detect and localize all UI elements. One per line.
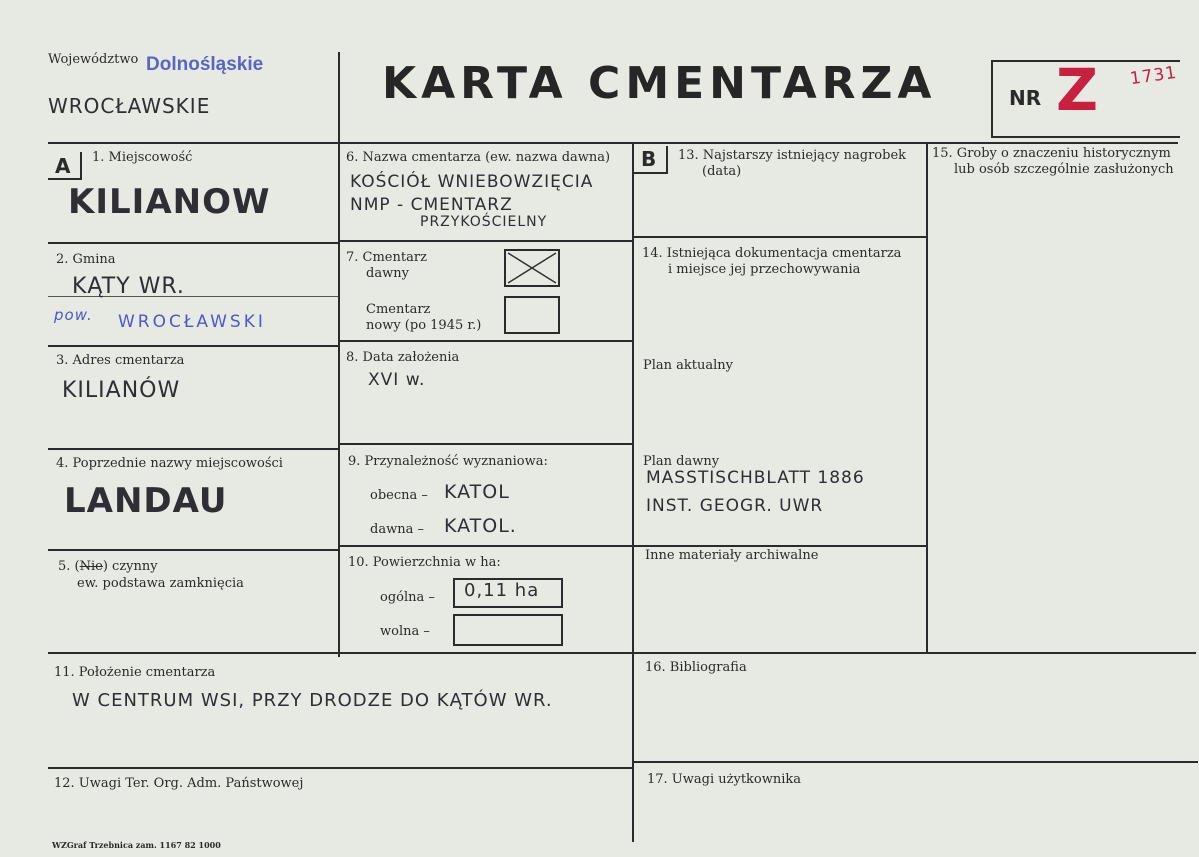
field-6-line2: NMP - CMENTARZ (350, 195, 513, 215)
field-10-free-box[interactable] (453, 614, 563, 646)
field-3-label: 3. Adres cmentarza (56, 353, 185, 368)
field-2-pow-prefix: pow. (54, 306, 93, 324)
field-9-current-value: KATOL (444, 481, 510, 503)
rule-mid-1 (338, 240, 632, 242)
nr-label: NR (1009, 86, 1042, 110)
rule-left-2 (48, 345, 338, 347)
field-9-label: 9. Przynależność wyznaniowa: (348, 454, 548, 469)
rule-bottom-mid-right (632, 761, 1198, 763)
field-8-label: 8. Data założenia (346, 350, 460, 365)
field-4-label: 4. Poprzednie nazwy miejscowości (56, 456, 283, 471)
rule-left-4 (48, 549, 338, 551)
field-15-label1: 15. Groby o znaczeniu historycznym (932, 146, 1171, 161)
old-cemetery-checkbox[interactable] (504, 249, 560, 287)
field-9-current-label: obecna – (370, 488, 428, 503)
card-title: KARTA CMENTARZA (382, 58, 937, 109)
plan-old-line2: INST. GEOGR. UWR (646, 496, 824, 516)
field-6-label: 6. Nazwa cmentarza (ew. nazwa dawna) (346, 150, 611, 165)
rule-top-header (48, 142, 1178, 144)
field-12-label: 12. Uwagi Ter. Org. Adm. Państwowej (54, 776, 304, 791)
field-7-label2: dawny (366, 266, 409, 281)
field-10-free-label: wolna – (380, 624, 430, 639)
nr-letter: Z (1056, 56, 1099, 124)
field-9-former-label: dawna – (370, 522, 424, 537)
field-4-value: LANDAU (64, 481, 228, 521)
field-5-label (58, 559, 158, 575)
field-16-label: 16. Bibliografia (645, 660, 747, 675)
wojewodztwo-value: WROCŁAWSKIE (48, 94, 211, 118)
field-5-nie-crossed: Nie (79, 559, 103, 574)
rule-mid-2 (338, 340, 632, 342)
field-6-line3: PRZYKOŚCIELNY (420, 214, 548, 230)
field-2-label: 2. Gmina (56, 252, 116, 267)
field-17-label: 17. Uwagi użytkownika (647, 772, 802, 787)
field-14-label1: 14. Istniejąca dokumentacja cmentarza (642, 246, 902, 261)
plan-old-line1: MASSTISCHBLATT 1886 (646, 468, 865, 488)
checkbox-cross-icon (506, 251, 558, 285)
field-11-value: W CENTRUM WSI, PRZY DRODZE DO KĄTÓW WR. (72, 690, 553, 711)
rule-bottom-top (48, 652, 1196, 654)
field-2-value: KĄTY WR. (72, 274, 185, 299)
field-8-value: XVI w. (368, 370, 426, 390)
rule-b-1 (632, 236, 926, 238)
rule-left-1 (48, 242, 338, 244)
rule-mid-4 (338, 545, 632, 547)
rule-col-middle (632, 142, 634, 842)
field-7-label4: nowy (po 1945 r.) (366, 318, 482, 333)
field-3-value: KILIANÓW (62, 378, 181, 403)
plan-old-label: Plan dawny (643, 454, 720, 469)
wojewodztwo-stamp: Dolnośląskie (146, 54, 264, 75)
field-13-label1: 13. Najstarszy istniejący nagrobek (678, 148, 907, 163)
other-materials-label: Inne materiały archiwalne (645, 548, 819, 563)
field-10-label: 10. Powierzchnia w ha: (348, 555, 501, 570)
field-11-label: 11. Położenie cmentarza (54, 665, 216, 680)
rule-col-right (926, 142, 928, 652)
field-1-value: KILIANOW (68, 182, 271, 222)
field-5-rest: ) czynny (102, 559, 158, 574)
rule-header-left (338, 52, 340, 657)
rule-b-2 (632, 545, 926, 547)
rule-bottom-mid-left (48, 767, 632, 769)
new-cemetery-checkbox[interactable] (504, 296, 560, 334)
printer-footer: WZGraf Trzebnica zam. 1167 82 1000 (52, 840, 221, 850)
section-b-letter: B (641, 147, 657, 171)
plan-current-label: Plan aktualny (643, 358, 734, 373)
field-7-label3: Cmentarz (366, 302, 431, 317)
field-15-label2: lub osób szczególnie zasłużonych (954, 162, 1174, 177)
section-a-letter: A (55, 154, 71, 178)
field-10-total-value: 0,11 ha (464, 580, 540, 601)
field-7-label1: 7. Cmentarz (346, 250, 427, 265)
field-14-label2: i miejsce jej przechowywania (668, 262, 861, 277)
rule-left-3 (48, 448, 338, 450)
field-6-line1: KOŚCIÓŁ WNIEBOWZIĘCIA (350, 172, 594, 192)
field-1-label: 1. Miejscowość (92, 150, 193, 165)
wojewodztwo-label: Województwo (48, 52, 139, 67)
field-9-former-value: KATOL. (444, 515, 517, 537)
field-5-num: 5. ( (58, 559, 80, 574)
rule-mid-3 (338, 443, 632, 445)
field-13-label2: (data) (702, 164, 742, 179)
field-2-pow-value: WROCŁAWSKI (118, 312, 266, 332)
nr-number: 1731 (1128, 62, 1179, 90)
field-5-line2: ew. podstawa zamknięcia (77, 576, 244, 591)
field-10-total-label: ogólna – (380, 590, 435, 605)
